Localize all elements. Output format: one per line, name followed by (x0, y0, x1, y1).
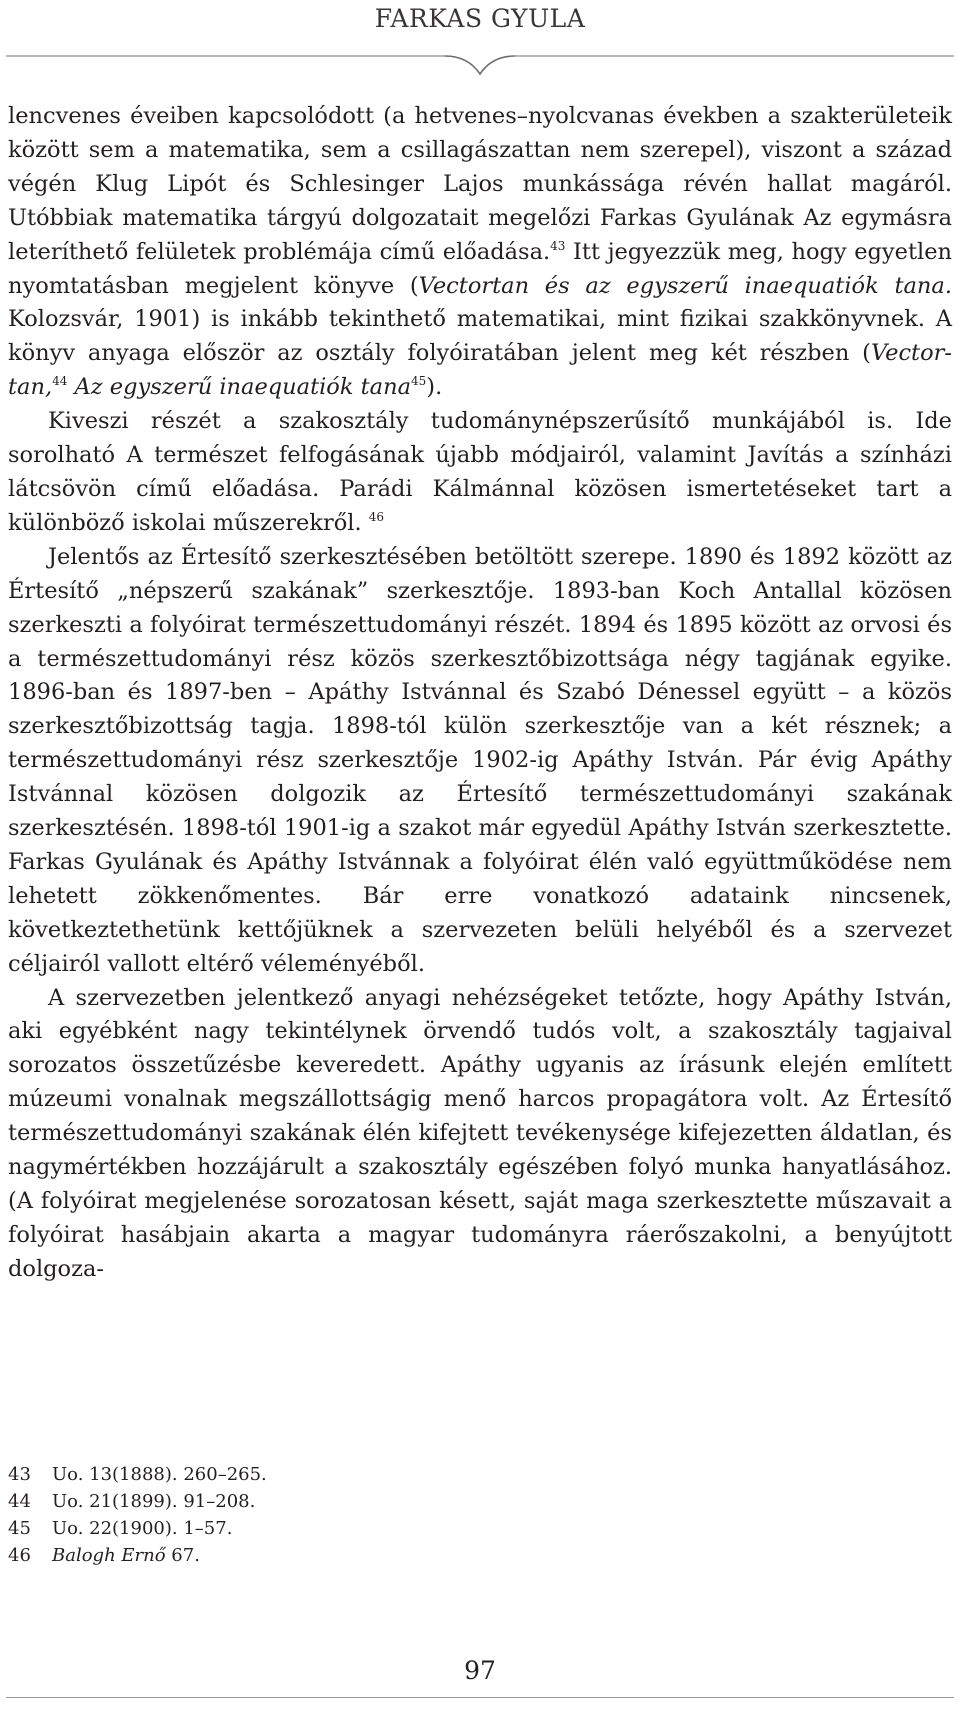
page-number: 97 (464, 1656, 496, 1685)
footnote-45 (8, 1515, 952, 1542)
part-title-1: Vector-tan, (8, 340, 952, 401)
footnote-text: Uo. 13(1888). 260–265. (52, 1464, 267, 1485)
book-title: Vectortan és az egyszerű inaequatiók tana. (418, 272, 952, 299)
footnote-ref-44: 44 (52, 374, 68, 389)
footnote-ref-45: 45 (411, 374, 427, 389)
footnote-43 (8, 1461, 952, 1488)
footnote-text: Uo. 21(1899). 91–208. (52, 1491, 256, 1512)
footnote-number: 45 (8, 1518, 31, 1539)
running-title: FARKAS GYULA (374, 4, 586, 33)
footnote-46 (8, 1542, 952, 1569)
footnote-ref-43: 43 (550, 238, 566, 253)
header-ornament-rule (0, 44, 960, 80)
paragraph-4: A szervezetben jelentkező anyagi nehézségeket tetőzte, hogy Apáthy István, aki egyébként nagy tekintélynek örvendő tudós volt, a szakosztály tagjaival sorozatos összetűzésbe keveredett. Apáthy ugyanis az írásunk elején említett múzeumi vonalnak megszállottságig menő harcos propagátora volt. Az Értesítő természettudományi szakának élén kifejtett tevékenysége kifejezetten áldatlan, és nagymértékben hozzájárult a szakosztály egészében folyó munka hanyatlásához. (A folyóirat megjelenése sorozatosan késett, saját maga szerkesztette műszavait a folyóirat hasábjain akarta a magyar tudományra ráerőszakolni, a benyújtott dolgoza- (8, 984, 952, 1282)
part-title-2: Az egyszerű inaequatiók tana (74, 374, 412, 401)
footnote-text: Uo. 22(1900). 1–57. (52, 1518, 233, 1539)
paragraph-3: Jelentős az Értesítő szerkesztésében betöltött szerepe. 1890 és 1892 között az Értesítő „népszerű szakának” szerkesztője. 1893-ban Koch Antallal közösen szerkeszti a folyóirat természettudományi részét. 1894 és 1895 között az orvosi és a természettudományi rész közös szerkesztőbizottsága négy tagjának egyike. 1896-ban és 1897-ben – Apáthy Istvánnal és Szabó Dénessel együtt – a közös szerkesztőbizottság tagja. 1898-tól külön szerkesztője van a két résznek; a természettudományi rész szerkesztője 1902-ig Apáthy István. Pár évig Apáthy Istvánnal közösen dolgozik az Értesítő természettudományi szakának szerkesztésén. 1898-tól 1901-ig a szakot már egyedül Apáthy István szerkesztette. Farkas Gyulának és Apáthy Istvánnak a folyóirat élén való együttműködése nem lehetett zökkenőmentes. Bár erre vonatkozó adataink nincsenek, következtethetünk kettőjüknek a szervezeten belüli helyéből és a szervezet céljairól vallott eltérő véleményéből. (8, 543, 952, 977)
paragraph-2: Kiveszi részét a szakosztály tudománynépszerűsítő munkájából is. Ide sorolható A természet felfogásának újabb módjairól, valamint Javítás a színházi látcsövön című előadása. Parádi Kálmánnal közösen ismertetéseket tart a különböző iskolai műszerekről. $^{46}$ (8, 408, 952, 536)
footnote-ref-46: 46 (368, 509, 385, 524)
footnote-number: 43 (8, 1464, 31, 1485)
footnote-author: Balogh Ernő (52, 1545, 166, 1566)
page-header (0, 0, 960, 33)
footnote-44 (8, 1488, 952, 1515)
footnote-text: Balogh Ernő 67. (52, 1545, 200, 1566)
main-text (8, 100, 952, 1287)
footnote-number: 44 (8, 1491, 31, 1512)
footer-rule (6, 1697, 954, 1698)
footnotes (8, 1461, 952, 1569)
footnote-number: 46 (8, 1545, 31, 1566)
paragraph-1: lencvenes éveiben kapcsolódott (a hetvenes–nyolcvanas években a szakterületeik között sem a matematika, sem a csillagászattan nem szerepel), viszont a század végén Klug Lipót és Schlesinger Lajos munkássága révén hallat magáról. Utóbbiak matematika tárgyú dolgozatait megelőzi Farkas Gyulának Az egymásra leteríthető felületek problémája című előadása.$^{43}$ Itt jegyezzük meg, hogy egyetlen nyomtatásban megjelent könyve (Vectortan és az egyszerű inaequatiók tana. Kolozsvár, 1901) is inkább tekinthető matematikai, mint fizikai szakkönyvnek. A könyv anyaga először az osztály folyóiratában jelent meg két részben (Vector-tan,$^{44}$ Az egyszerű inaequatiók tana$^{45}$). (8, 103, 952, 401)
